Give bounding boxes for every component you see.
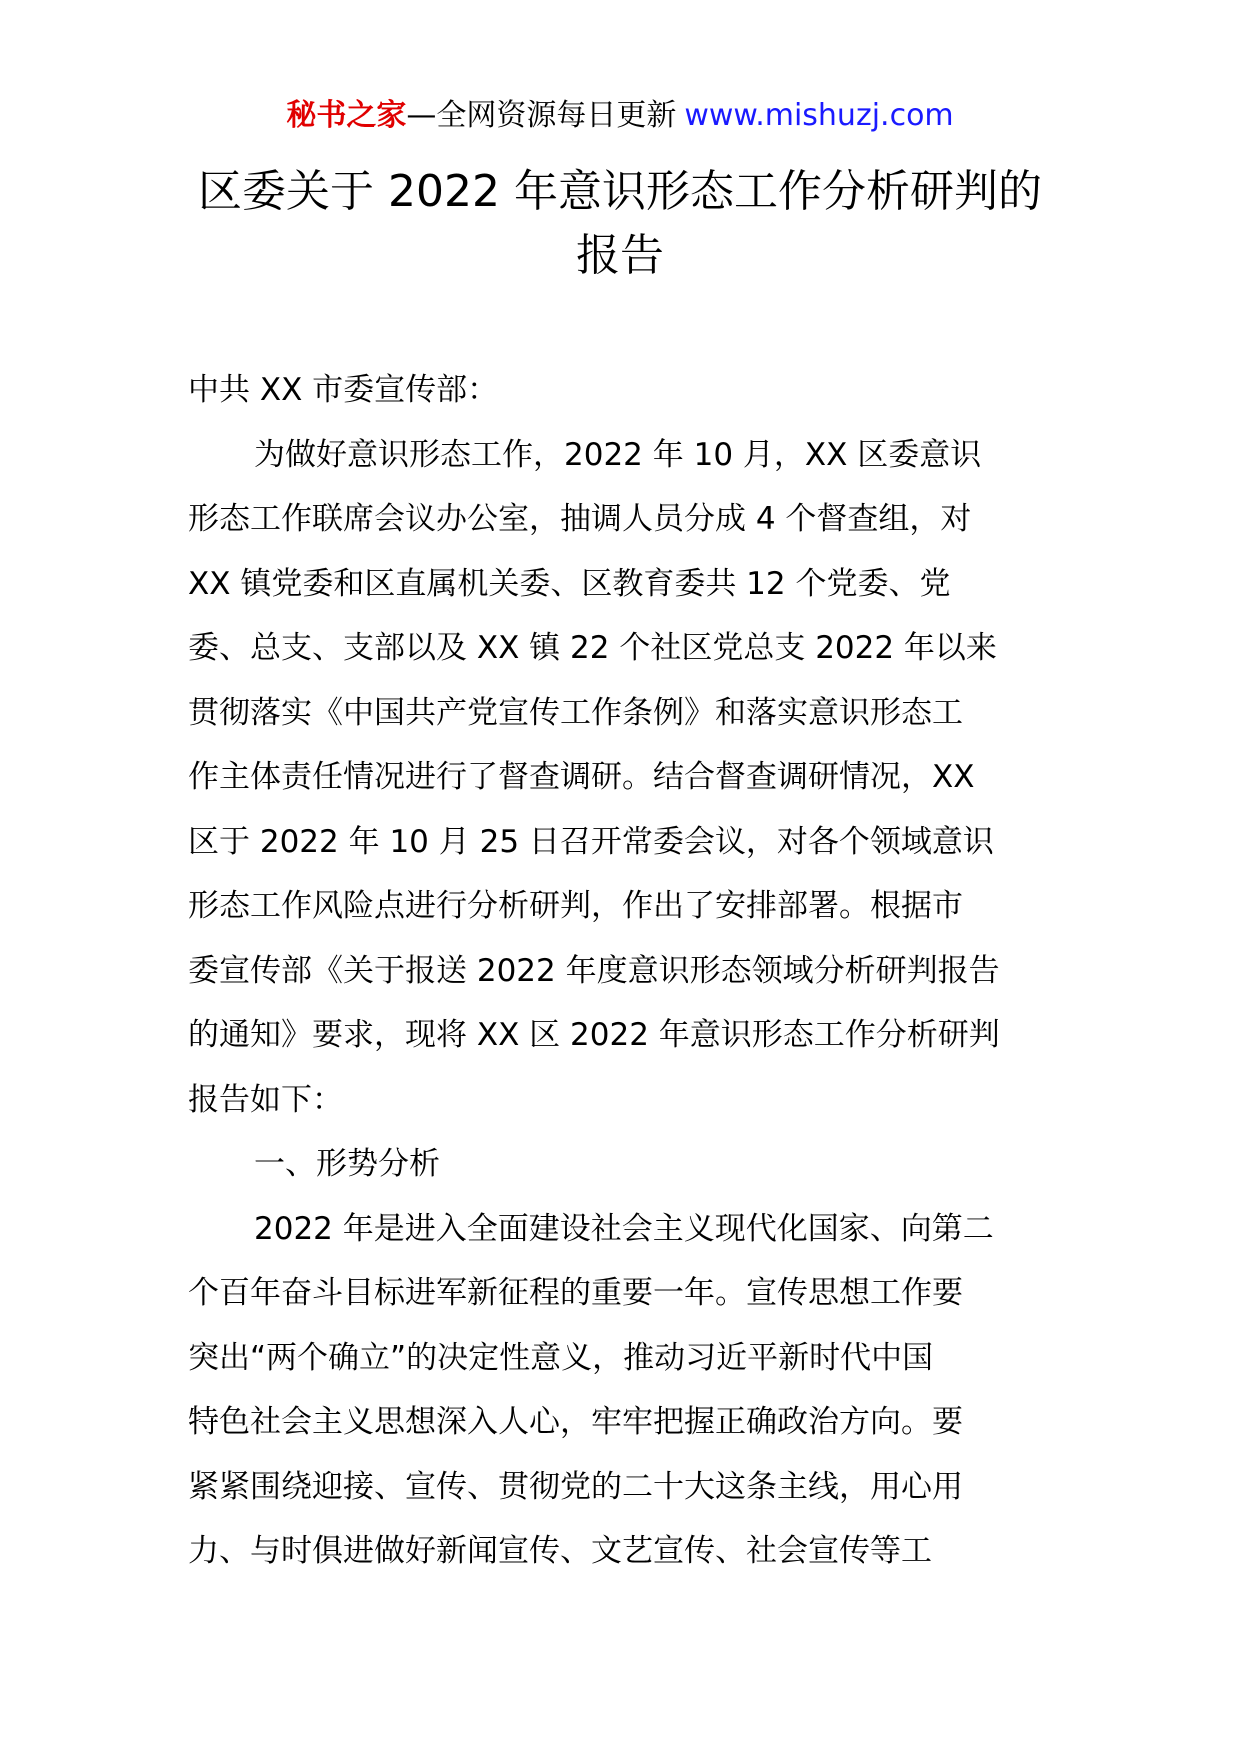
paragraph-line: 2022 年是进入全面建设社会主义现代化国家、向第二 <box>254 1210 994 1247</box>
brand-name: 秘书之家 <box>286 98 407 133</box>
paragraph-line: 委、总支、支部以及 XX 镇 22 个社区党总支 2022 年以来 <box>188 630 997 666</box>
header-slogan: —全网资源每日更新 <box>406 98 677 133</box>
salutation: 中共 XX 市委宣传部： <box>188 372 499 408</box>
paragraph-line: 突出“两个确立”的决定性意义，推动习近平新时代中国 <box>188 1339 934 1376</box>
paragraph-line: 报告如下： <box>188 1081 343 1118</box>
document-title <box>100 160 1140 288</box>
paragraph-line: 的通知》要求，现将 XX 区 2022 年意识形态工作分析研判 <box>188 1017 1000 1053</box>
title-line: 区委关于 2022 年意识形态工作分析研判的 <box>198 166 1042 217</box>
title-line: 报告 <box>576 230 664 281</box>
paragraph-line: 个百年奋斗目标进军新征程的重要一年。宣传思想工作要 <box>188 1275 963 1311</box>
document-body <box>188 358 1068 1584</box>
paragraph-line: 形态工作联席会议办公室，抽调人员分成 4 个督查组，对 <box>188 501 972 537</box>
paragraph-line: 力、与时俱进做好新闻宣传、文艺宣传、社会宣传等工 <box>188 1533 932 1569</box>
paragraph-line: 紧紧围绕迎接、宣传、贯彻党的二十大这条主线，用心用 <box>188 1468 963 1505</box>
site-url-link[interactable]: www.mishuzj.com <box>684 98 954 133</box>
paragraph-line: 形态工作风险点进行分析研判，作出了安排部署。根据市 <box>188 888 963 924</box>
paragraph-line: 特色社会主义思想深入人心，牢牢把握正确政治方向。要 <box>188 1404 963 1440</box>
paragraph-line: 贯彻落实《中国共产党宣传工作条例》和落实意识形态工 <box>188 694 963 731</box>
site-header <box>0 96 1240 136</box>
paragraph-line: 委宣传部《关于报送 2022 年度意识形态领域分析研判报告 <box>188 952 1000 989</box>
paragraph-line: 作主体责任情况进行了督查调研。结合督查调研情况，XX <box>188 759 975 795</box>
paragraph-line: 区于 2022 年 10 月 25 日召开常委会议，对各个领域意识 <box>188 823 994 860</box>
section-heading: 一、形势分析 <box>254 1146 440 1182</box>
paragraph-line: XX 镇党委和区直属机关委、区教育委共 12 个党委、党 <box>188 565 951 602</box>
paragraph-line: 为做好意识形态工作，2022 年 10 月，XX 区委意识 <box>254 436 982 473</box>
